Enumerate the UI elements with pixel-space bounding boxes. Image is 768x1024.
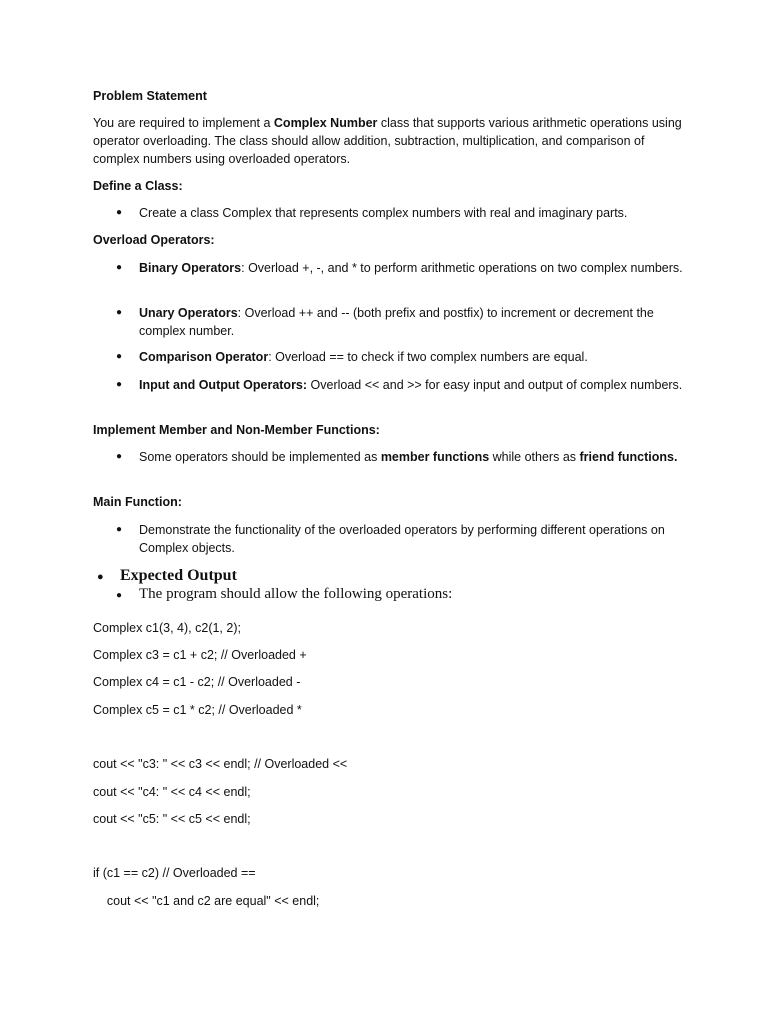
overload-item-binary <box>139 259 684 277</box>
page-title: Problem Statement <box>93 89 207 103</box>
intro-text-2: class that supports various arithmetic operations using operator overloading. The class should allow addition, subtraction, multiplication, and comparison of complex numbers using overloaded operators. <box>93 116 682 166</box>
intro-bold: Complex Number <box>273 116 378 130</box>
code-line: Complex c3 = c1 + c2; // Overloaded + <box>93 648 307 662</box>
member-text-1: Some operators should be implemented as <box>139 450 381 464</box>
define-class-item: Create a class Complex that represents complex numbers with real and imaginary parts. <box>139 206 628 220</box>
expected-output-sub: The program should allow the following operations: <box>139 586 453 602</box>
overload-item-bold: Comparison Operator <box>139 350 269 364</box>
bullet-icon: ● <box>116 262 123 273</box>
bullet-icon: ● <box>116 524 123 535</box>
code-line: cout << "c1 and c2 are equal" << endl; <box>93 894 320 908</box>
bullet-icon: ● <box>97 571 104 583</box>
bullet-icon: ● <box>116 307 123 318</box>
overload-item-comparison <box>139 348 684 366</box>
bullet-icon: ● <box>116 207 123 218</box>
bullet-icon: ● <box>116 379 123 390</box>
member-functions-item <box>139 448 684 466</box>
overload-operators-heading: Overload Operators: <box>93 233 215 247</box>
code-line: cout << "c3: " << c3 << endl; // Overloaded << <box>93 757 348 771</box>
bullet-icon: ● <box>116 351 123 362</box>
intro-paragraph <box>93 114 683 168</box>
expected-output-heading: Expected Output <box>120 567 237 584</box>
code-line: if (c1 == c2) // Overloaded == <box>93 866 256 880</box>
member-functions-heading: Implement Member and Non-Member Functions: <box>93 423 380 437</box>
member-text-2: while others as <box>489 450 580 464</box>
main-function-heading: Main Function: <box>93 495 182 509</box>
code-line: cout << "c4: " << c4 << endl; <box>93 785 251 799</box>
bullet-icon: ● <box>116 451 123 462</box>
define-class-heading: Define a Class: <box>93 179 183 193</box>
member-bold-2: friend functions. <box>579 450 678 464</box>
main-function-item: Demonstrate the functionality of the overloaded operators by performing different operations on Complex objects. <box>139 523 665 555</box>
overload-item-unary <box>139 304 684 340</box>
overload-item-bold: Input and Output Operators: <box>139 378 308 392</box>
member-bold-1: member functions <box>380 450 490 464</box>
overload-item-text: Overload << and >> for easy input and output of complex numbers. <box>307 378 683 392</box>
code-line: cout << "c5: " << c5 << endl; <box>93 812 251 826</box>
code-line: Complex c1(3, 4), c2(1, 2); <box>93 621 241 635</box>
overload-item-text: : Overload == to check if two complex numbers are equal. <box>268 350 588 364</box>
overload-item-text: : Overload ++ and -- (both prefix and postfix) to increment or decrement the complex number. <box>139 306 654 338</box>
overload-item-bold: Binary Operators <box>139 261 242 275</box>
overload-item-io <box>139 376 684 394</box>
code-line: Complex c4 = c1 - c2; // Overloaded - <box>93 675 301 689</box>
intro-text-1: You are required to implement a <box>93 116 274 130</box>
code-line: Complex c5 = c1 * c2; // Overloaded * <box>93 703 302 717</box>
bullet-icon: ● <box>116 590 123 601</box>
overload-item-text: : Overload +, -, and * to perform arithmetic operations on two complex numbers. <box>241 261 683 275</box>
overload-item-bold: Unary Operators <box>139 306 238 320</box>
